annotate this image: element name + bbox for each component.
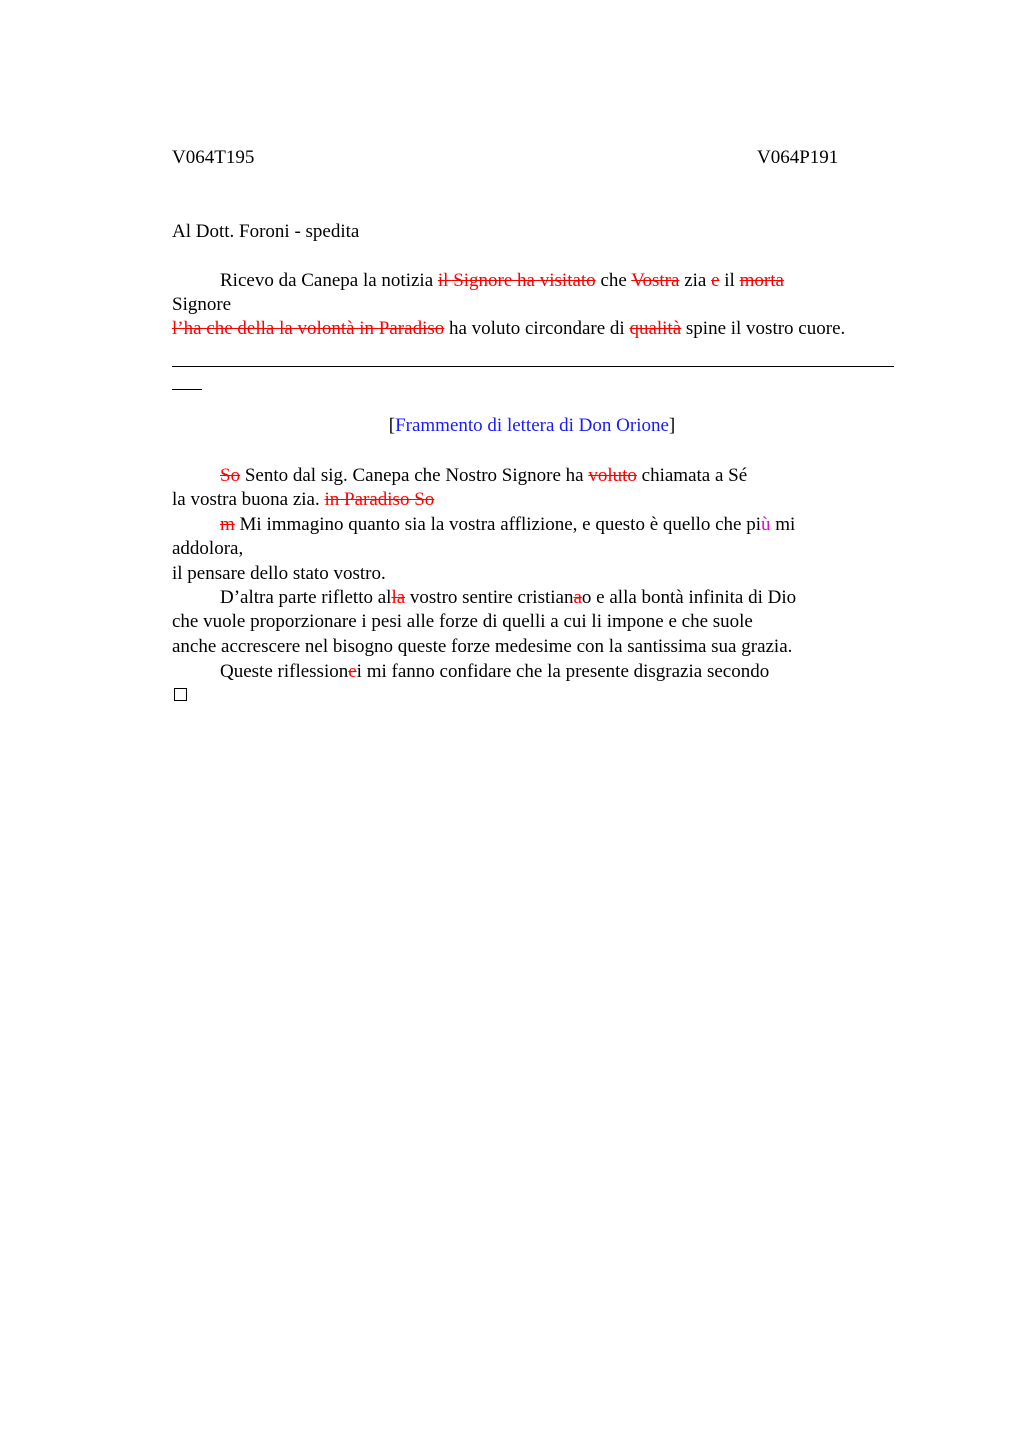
bracket-close: ]	[668, 415, 676, 436]
letter-line-1	[220, 464, 747, 488]
deleted-text: l’ha che della la volontà in Paradiso	[172, 318, 445, 339]
draft-text: spine il vostro cuore.	[681, 318, 846, 339]
letter-text: D’altra parte rifletto al	[220, 587, 392, 608]
draft-text: ha voluto circondare di	[444, 318, 630, 339]
deleted-text: e	[711, 270, 720, 291]
bracket-open: [	[388, 415, 396, 436]
addressee-line: Al Dott. Foroni - spedita	[172, 221, 360, 242]
draft-text: zia	[679, 270, 712, 291]
deleted-text: qualità	[629, 318, 682, 339]
draft-line-1	[220, 269, 784, 293]
deleted-text: a	[573, 587, 582, 608]
deleted-text: So	[220, 465, 241, 486]
letter-text: Queste riflession	[220, 661, 349, 682]
letter-line-5: il pensare dello stato vostro.	[172, 563, 386, 584]
letter-text: o e alla bontà infinita di Dio	[581, 587, 797, 608]
draft-line-2: Signore	[172, 294, 232, 315]
document-code-right: V064P191	[757, 147, 839, 168]
deleted-text: m	[220, 514, 235, 535]
letter-text: chiamata a Sé	[636, 465, 748, 486]
deleted-text: e	[348, 661, 357, 682]
letter-line-8: anche accrescere nel bisogno queste forze medesime con la santissima sua grazia.	[172, 636, 793, 657]
fragment-title	[0, 414, 1024, 438]
draft-text: il	[719, 270, 740, 291]
letter-text: Sento dal sig. Canepa che Nostro Signore ha	[240, 465, 589, 486]
document-code-left: V064T195	[172, 147, 255, 168]
fragment-title-text: Frammento di lettera di Don Orione	[395, 415, 669, 436]
separator-rule-tail	[172, 389, 202, 390]
deleted-text: morta	[739, 270, 784, 291]
separator-rule	[172, 366, 894, 367]
letter-text: Mi immagino quanto sia la vostra afflizione, e questo è quello che pi	[234, 514, 762, 535]
letter-text: vostro sentire cristian	[405, 587, 574, 608]
deleted-text: la	[391, 587, 406, 608]
letter-text: i mi fanno confidare che la presente disgrazia secondo	[356, 661, 770, 682]
letter-line-7: che vuole proporzionare i pesi alle forze di quelli a cui li impone e che suole	[172, 611, 753, 632]
deleted-text: voluto	[588, 465, 637, 486]
draft-text: Ricevo da Canepa la notizia	[220, 270, 438, 291]
deleted-text: il Signore ha visitato	[437, 270, 596, 291]
draft-line-3	[172, 317, 845, 341]
letter-text: mi	[770, 514, 796, 535]
letter-line-6	[220, 586, 796, 610]
letter-line-9	[220, 660, 769, 684]
letter-text: la vostra buona zia.	[172, 489, 325, 510]
deleted-text: Vostra	[631, 270, 680, 291]
draft-text: che	[595, 270, 632, 291]
letter-line-3	[220, 513, 795, 537]
empty-box-icon	[174, 688, 187, 701]
inserted-text: ù	[761, 514, 771, 535]
deleted-text: in Paradiso So	[324, 489, 435, 510]
letter-line-4: addolora,	[172, 538, 244, 559]
letter-line-2	[172, 488, 434, 512]
